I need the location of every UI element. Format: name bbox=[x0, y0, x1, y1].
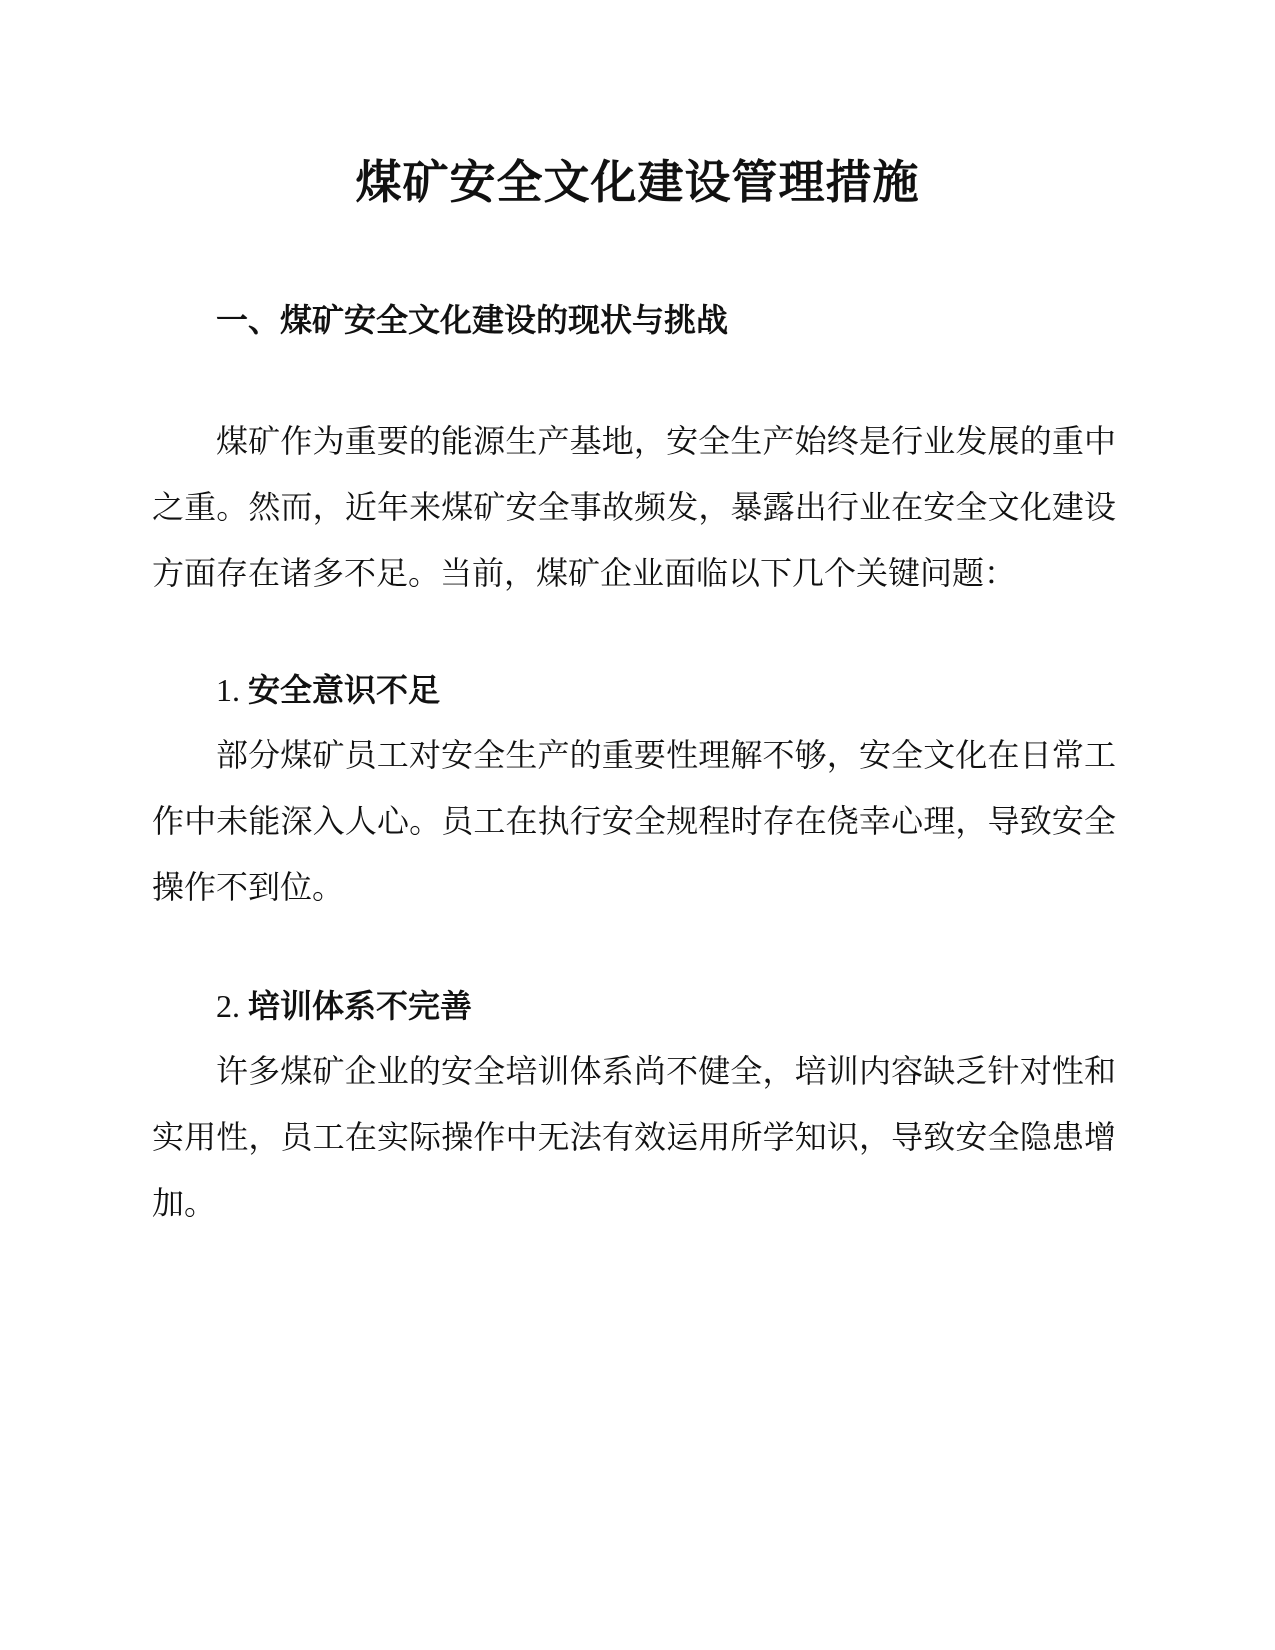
item-label: 培训体系不完善 bbox=[248, 987, 473, 1025]
section-heading: 一、煤矿安全文化建设的现状与挑战 bbox=[216, 301, 729, 339]
item-number: 1. bbox=[216, 672, 248, 708]
item-body-1: 部分煤矿员工对安全生产的重要性理解不够，安全文化在日常工作中未能深入人心。员工在执行安全规程时存在侥幸心理，导致安全操作不到位。 bbox=[152, 736, 1116, 906]
document-title: 煤矿安全文化建设管理措施 bbox=[355, 155, 920, 209]
item-label: 安全意识不足 bbox=[248, 671, 441, 709]
item-body-2: 许多煤矿企业的安全培训体系尚不健全，培训内容缺乏针对性和实用性，员工在实际操作中无法有效运用所学知识，导致安全隐患增加。 bbox=[152, 1052, 1116, 1222]
item-heading-1 bbox=[216, 668, 440, 712]
intro-paragraph: 煤矿作为重要的能源生产基地，安全生产始终是行业发展的重中之重。然而，近年来煤矿安全事故频发，暴露出行业在安全文化建设方面存在诸多不足。当前，煤矿企业面临以下几个关键问题： bbox=[152, 422, 1116, 592]
item-number: 2. bbox=[216, 988, 248, 1024]
item-heading-2 bbox=[216, 984, 472, 1028]
